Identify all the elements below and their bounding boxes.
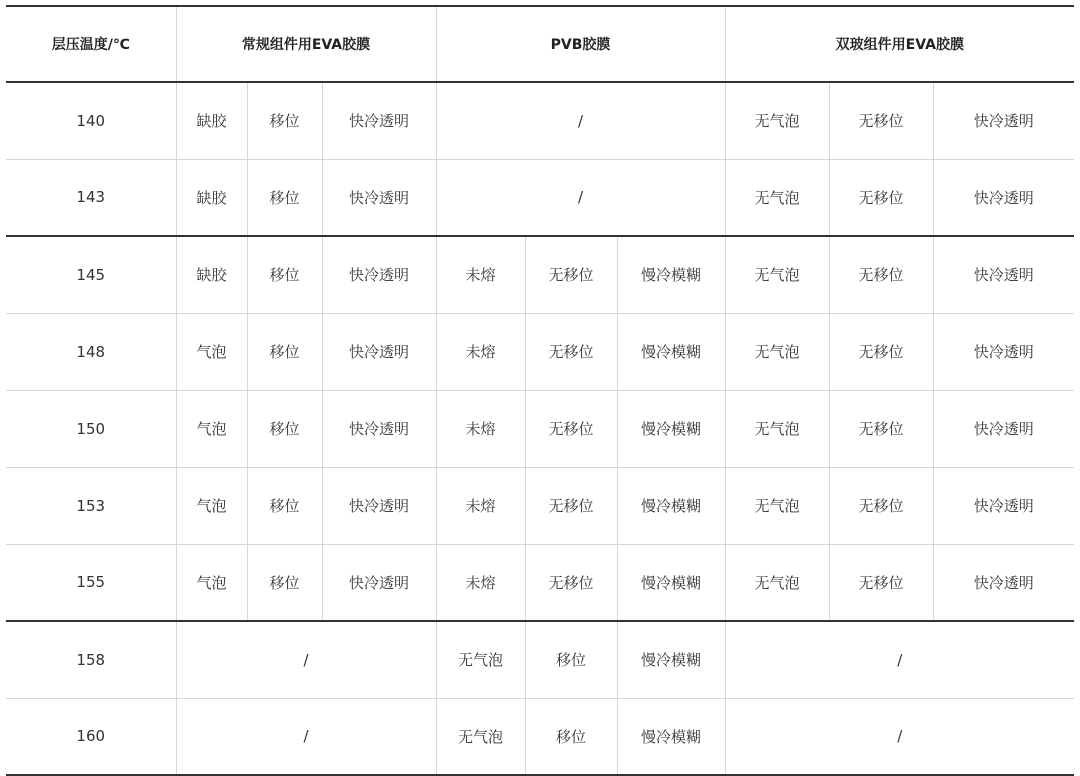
table-row	[6, 544, 1074, 621]
pvb-melt-cell: 未熔	[436, 467, 525, 544]
temperature-cell: 160	[6, 698, 176, 775]
dual-glass-cooling-cell: 快冷透明	[933, 236, 1074, 313]
dual-glass-shift-cell: 无移位	[829, 313, 933, 390]
eva-defect-cell: 气泡	[176, 467, 247, 544]
eva-defect-cell: 缺胶	[176, 236, 247, 313]
dual-glass-na-cell: /	[725, 698, 1074, 775]
pvb-melt-cell: 未熔	[436, 390, 525, 467]
eva-defect-cell: 气泡	[176, 544, 247, 621]
temperature-cell: 143	[6, 159, 176, 236]
dual-glass-shift-cell: 无移位	[829, 82, 933, 159]
pvb-cooling-cell: 慢冷模糊	[617, 236, 725, 313]
pvb-shift-cell: 无移位	[525, 236, 617, 313]
dual-glass-bubble-cell: 无气泡	[725, 313, 829, 390]
dual-glass-cooling-cell: 快冷透明	[933, 544, 1074, 621]
eva-shift-cell: 移位	[247, 236, 322, 313]
eva-na-cell: /	[176, 621, 436, 698]
dual-glass-cooling-cell: 快冷透明	[933, 159, 1074, 236]
pvb-melt-cell: 未熔	[436, 313, 525, 390]
eva-defect-cell: 气泡	[176, 390, 247, 467]
dual-glass-bubble-cell: 无气泡	[725, 467, 829, 544]
pvb-shift-cell: 移位	[525, 621, 617, 698]
eva-cooling-cell: 快冷透明	[322, 313, 436, 390]
temperature-cell: 155	[6, 544, 176, 621]
table-row	[6, 159, 1074, 236]
header-row	[6, 6, 1074, 82]
eva-shift-cell: 移位	[247, 159, 322, 236]
table-row	[6, 621, 1074, 698]
table-row	[6, 82, 1074, 159]
header-pvb: PVB胶膜	[436, 6, 725, 82]
dual-glass-bubble-cell: 无气泡	[725, 82, 829, 159]
eva-cooling-cell: 快冷透明	[322, 390, 436, 467]
pvb-bubble-cell: 无气泡	[436, 698, 525, 775]
temperature-cell: 140	[6, 82, 176, 159]
dual-glass-shift-cell: 无移位	[829, 544, 933, 621]
pvb-shift-cell: 无移位	[525, 313, 617, 390]
dual-glass-bubble-cell: 无气泡	[725, 390, 829, 467]
table-row	[6, 390, 1074, 467]
dual-glass-cooling-cell: 快冷透明	[933, 313, 1074, 390]
eva-cooling-cell: 快冷透明	[322, 544, 436, 621]
pvb-cooling-cell: 慢冷模糊	[617, 544, 725, 621]
temperature-cell: 150	[6, 390, 176, 467]
temperature-cell: 158	[6, 621, 176, 698]
pvb-shift-cell: 无移位	[525, 467, 617, 544]
table-row	[6, 698, 1074, 775]
eva-cooling-cell: 快冷透明	[322, 467, 436, 544]
header-dual-glass-eva: 双玻组件用EVA胶膜	[725, 6, 1074, 82]
table-row	[6, 236, 1074, 313]
pvb-cooling-cell: 慢冷模糊	[617, 698, 725, 775]
dual-glass-shift-cell: 无移位	[829, 390, 933, 467]
pvb-na-cell: /	[436, 159, 725, 236]
dual-glass-shift-cell: 无移位	[829, 159, 933, 236]
dual-glass-cooling-cell: 快冷透明	[933, 390, 1074, 467]
temperature-cell: 153	[6, 467, 176, 544]
eva-defect-cell: 缺胶	[176, 159, 247, 236]
dual-glass-bubble-cell: 无气泡	[725, 159, 829, 236]
pvb-shift-cell: 无移位	[525, 390, 617, 467]
dual-glass-na-cell: /	[725, 621, 1074, 698]
pvb-shift-cell: 移位	[525, 698, 617, 775]
temperature-cell: 148	[6, 313, 176, 390]
eva-defect-cell: 气泡	[176, 313, 247, 390]
lamination-table-container	[6, 5, 1074, 776]
dual-glass-shift-cell: 无移位	[829, 236, 933, 313]
eva-cooling-cell: 快冷透明	[322, 82, 436, 159]
pvb-bubble-cell: 无气泡	[436, 621, 525, 698]
dual-glass-cooling-cell: 快冷透明	[933, 467, 1074, 544]
eva-shift-cell: 移位	[247, 544, 322, 621]
eva-cooling-cell: 快冷透明	[322, 236, 436, 313]
pvb-cooling-cell: 慢冷模糊	[617, 621, 725, 698]
eva-shift-cell: 移位	[247, 82, 322, 159]
pvb-shift-cell: 无移位	[525, 544, 617, 621]
pvb-melt-cell: 未熔	[436, 236, 525, 313]
eva-shift-cell: 移位	[247, 313, 322, 390]
eva-shift-cell: 移位	[247, 467, 322, 544]
dual-glass-cooling-cell: 快冷透明	[933, 82, 1074, 159]
table-row	[6, 313, 1074, 390]
temperature-cell: 145	[6, 236, 176, 313]
pvb-na-cell: /	[436, 82, 725, 159]
pvb-cooling-cell: 慢冷模糊	[617, 313, 725, 390]
pvb-cooling-cell: 慢冷模糊	[617, 390, 725, 467]
pvb-melt-cell: 未熔	[436, 544, 525, 621]
eva-cooling-cell: 快冷透明	[322, 159, 436, 236]
dual-glass-shift-cell: 无移位	[829, 467, 933, 544]
lamination-temperature-table	[6, 5, 1074, 776]
table-row	[6, 467, 1074, 544]
header-temperature: 层压温度/℃	[6, 6, 176, 82]
dual-glass-bubble-cell: 无气泡	[725, 236, 829, 313]
eva-na-cell: /	[176, 698, 436, 775]
header-standard-eva: 常规组件用EVA胶膜	[176, 6, 436, 82]
dual-glass-bubble-cell: 无气泡	[725, 544, 829, 621]
eva-defect-cell: 缺胶	[176, 82, 247, 159]
pvb-cooling-cell: 慢冷模糊	[617, 467, 725, 544]
eva-shift-cell: 移位	[247, 390, 322, 467]
